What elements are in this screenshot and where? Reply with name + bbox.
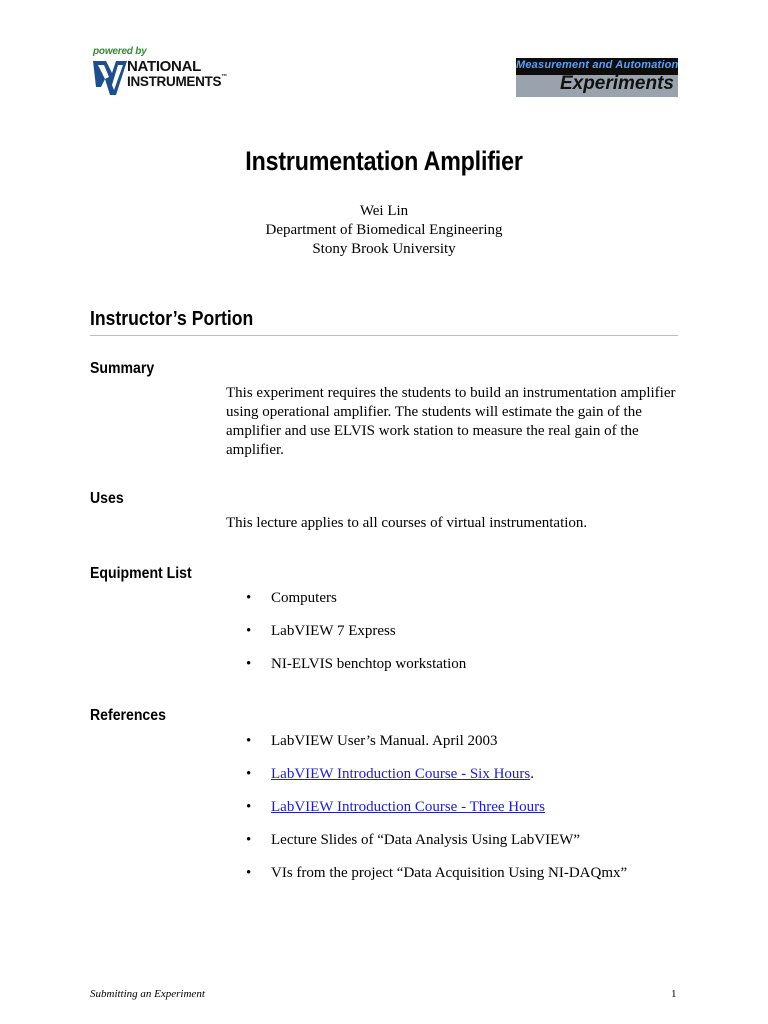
bullet-icon: •	[246, 733, 252, 749]
logo-line-1: Measurement and Automation	[516, 59, 678, 71]
six-hours-course-link[interactable]: LabVIEW Introduction Course - Six Hours	[271, 766, 531, 782]
page-number: 1	[671, 988, 677, 1000]
equipment-item-labview: LabVIEW 7 Express	[271, 623, 396, 639]
references-heading: References	[90, 707, 166, 724]
summary-line: This experiment requires the students to build an instrumentation amplifier	[226, 385, 676, 401]
bullet-icon: •	[246, 590, 252, 606]
uses-heading: Uses	[90, 490, 124, 507]
link-suffix: .	[530, 766, 535, 782]
author-university: Stony Brook University	[312, 241, 456, 257]
section-divider	[90, 335, 678, 336]
equipment-item-computers: Computers	[271, 590, 337, 606]
summary-heading: Summary	[90, 360, 155, 377]
summary-line: amplifier.	[226, 442, 284, 458]
bullet-icon: •	[246, 623, 252, 639]
bullet-icon: •	[246, 832, 252, 848]
equipment-heading: Equipment List	[90, 565, 192, 582]
bullet-icon: •	[246, 656, 252, 672]
author-name: Wei Lin	[359, 203, 409, 219]
document-title: Instrumentation Amplifier	[245, 146, 523, 176]
measurement-automation-experiments-logo	[516, 58, 678, 97]
national-instruments-logo	[90, 44, 240, 100]
reference-six-hours	[271, 766, 534, 783]
reference-labview-manual: LabVIEW User’s Manual. April 2003	[271, 733, 498, 749]
uses-paragraph: This lecture applies to all courses of virtual instrumentation.	[226, 515, 588, 531]
ni-eagle-icon	[92, 57, 128, 97]
reference-vis-project: VIs from the project “Data Acquisition Using NI-DAQmx”	[271, 865, 628, 881]
bullet-icon: •	[246, 766, 252, 782]
author-department: Department of Biomedical Engineering	[265, 222, 503, 238]
reference-three-hours	[271, 799, 545, 816]
powered-by-label: powered by	[93, 46, 147, 57]
summary-line: using operational amplifier. The students will estimate the gain of the	[226, 404, 642, 420]
equipment-item-elvis: NI-ELVIS benchtop workstation	[271, 656, 467, 672]
summary-line: amplifier and use ELVIS work station to measure the real gain of the	[226, 423, 639, 439]
ni-wordmark-national: NATIONAL	[127, 58, 201, 75]
section-heading: Instructor’s Portion	[90, 308, 254, 330]
summary-paragraph	[226, 384, 681, 460]
bullet-icon: •	[246, 799, 252, 815]
logo-line-2: Experiments	[559, 73, 674, 94]
three-hours-course-link[interactable]: LabVIEW Introduction Course - Three Hours	[271, 799, 545, 815]
footer-label: Submitting an Experiment	[90, 988, 205, 1000]
reference-lecture-slides: Lecture Slides of “Data Analysis Using LabVIEW”	[271, 832, 581, 848]
ni-wordmark-instruments: INSTRUMENTS™	[127, 74, 227, 89]
bullet-icon: •	[246, 865, 252, 881]
